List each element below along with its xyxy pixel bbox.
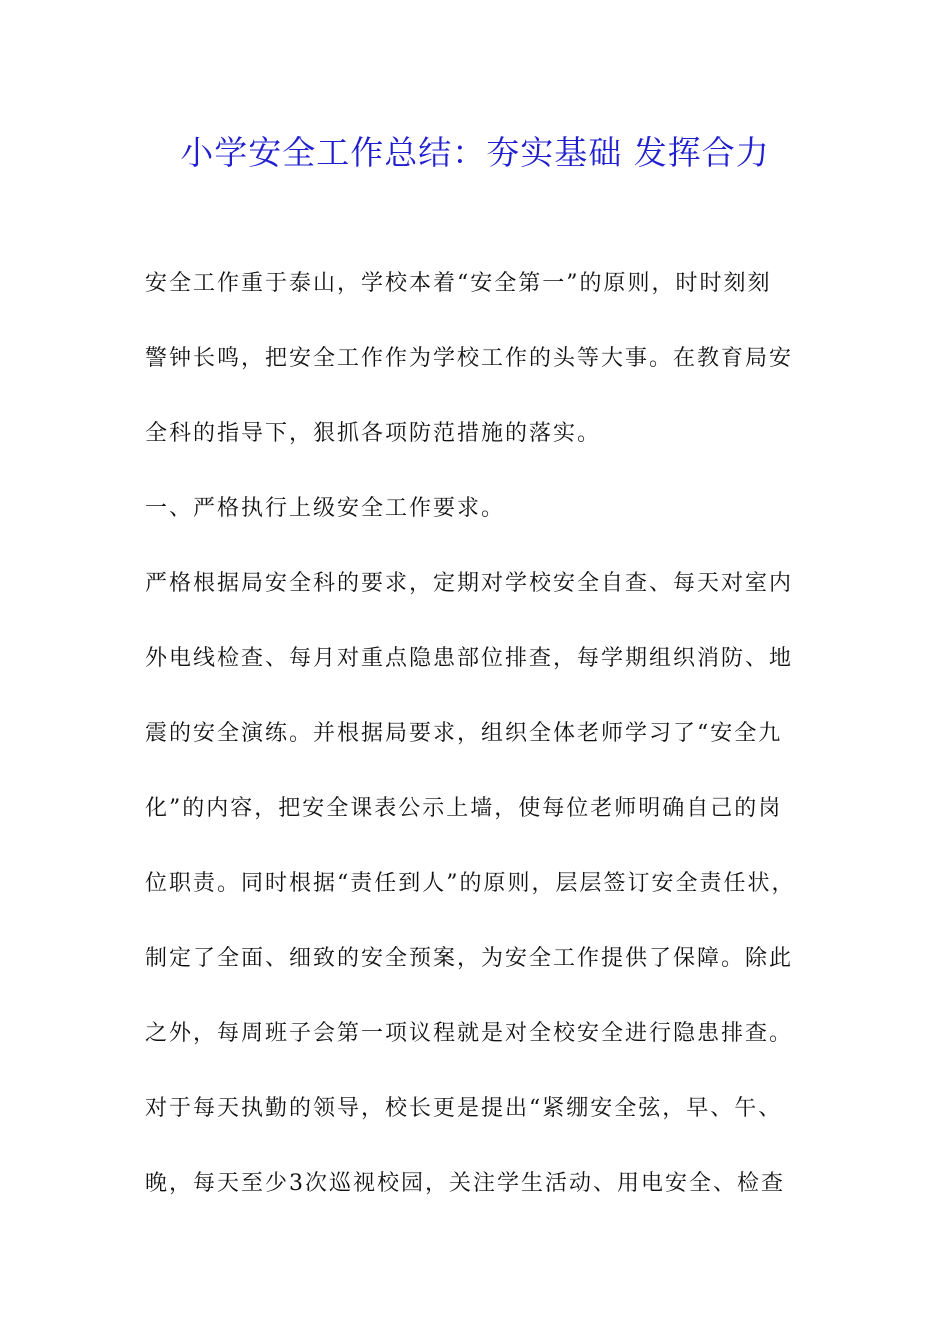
body-line-3: 全科的指导下，狠抓各项防范措施的落实。 (145, 421, 602, 446)
body-line-8: 化”的内容，把安全课表公示上墙，使每位老师明确自己的岗 (145, 796, 783, 821)
body-line-12: 对于每天执勤的领导，校长更是提出“紧绷安全弦，早、午、 (145, 1096, 783, 1121)
body-line-10: 制定了全面、细致的安全预案，为安全工作提供了保障。除此 (145, 946, 794, 971)
section-heading-1: 一、严格执行上级安全工作要求。 (145, 496, 506, 521)
body-line-13: 晚，每天至少3次巡视校园，关注学生活动、用电安全、检查 (145, 1171, 785, 1196)
body-line-11: 之外，每周班子会第一项议程就是对全校安全进行隐患排查。 (145, 1021, 794, 1046)
body-line-2: 警钟长鸣，把安全工作作为学校工作的头等大事。在教育局安 (145, 346, 794, 371)
body-line-1: 安全工作重于泰山，学校本着“安全第一”的原则，时时刻刻 (145, 271, 772, 296)
document-body (145, 262, 810, 1237)
body-line-9: 位职责。同时根据“责任到人”的原则，层层签订安全责任状， (145, 871, 796, 896)
body-line-7: 震的安全演练。并根据局要求，组织全体老师学习了“安全九 (145, 721, 783, 746)
document-title: 小学安全工作总结：夯实基础 发挥合力 (180, 133, 770, 172)
body-line-5: 严格根据局安全科的要求，定期对学校安全自查、每天对室内 (145, 571, 794, 596)
body-line-6: 外电线检查、每月对重点隐患部位排查，每学期组织消防、地 (145, 646, 794, 671)
